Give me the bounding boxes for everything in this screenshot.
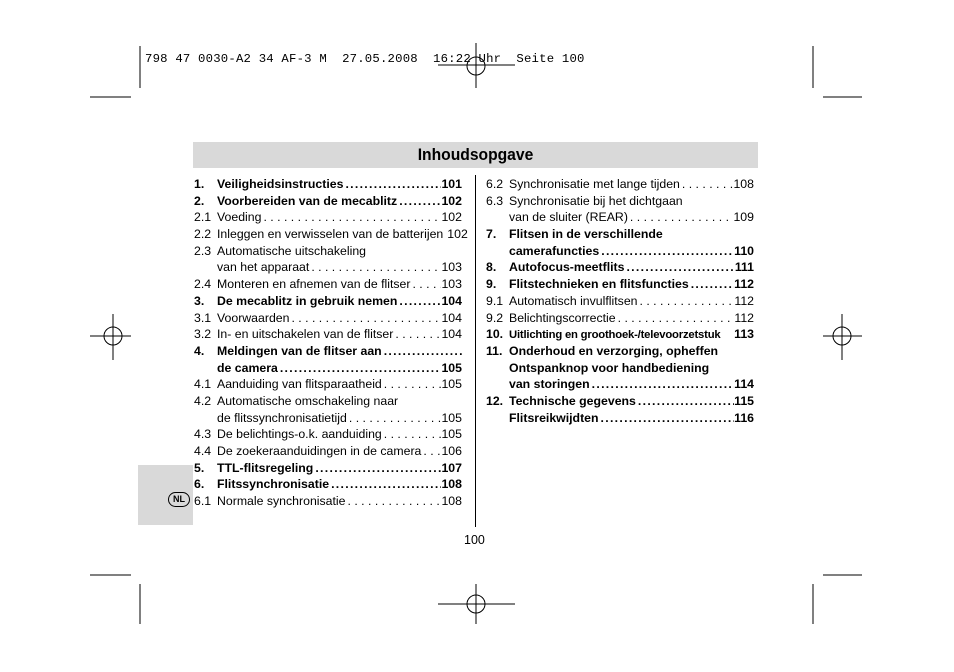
toc-entry-page: 104	[441, 310, 462, 325]
toc-entry-number: 2.3	[194, 243, 212, 258]
toc-leader-dots	[638, 293, 735, 310]
toc-entry-title: Uitlichting en groothoek-/televoorzetstuk	[509, 329, 721, 342]
toc-entry-title: Voorwaarden	[217, 310, 290, 325]
toc-entry-title: De zoekeraanduidingen in de camera	[217, 444, 422, 458]
toc-entry-number: 6.2	[486, 177, 504, 191]
toc-entry	[194, 310, 462, 327]
toc-column-left	[194, 176, 468, 510]
toc-entry	[486, 376, 754, 393]
toc-leader-dots	[347, 410, 442, 427]
toc-entry-number: 2.4	[194, 277, 212, 292]
toc-entry-title: Flitstechnieken en flitsfuncties	[509, 277, 689, 292]
toc-entry	[486, 209, 754, 226]
toc-entry	[194, 393, 462, 410]
toc-entry	[486, 293, 754, 310]
toc-entry-number: 2.	[194, 193, 205, 208]
toc-leader-dots	[382, 426, 442, 443]
toc-entry	[486, 343, 754, 360]
toc-entry-page: 106	[441, 444, 462, 458]
toc-entry-number: 4.3	[194, 427, 212, 442]
toc-entry	[486, 276, 754, 293]
toc-entry-number: 9.2	[486, 310, 504, 325]
toc-entry-number: 9.1	[486, 293, 504, 308]
toc-leader-dots	[636, 393, 734, 410]
toc-entry	[194, 226, 468, 243]
toc-entry-title: Normale synchronisatie	[217, 494, 346, 509]
toc-entry	[194, 259, 462, 276]
registration-mark-right	[823, 314, 862, 360]
toc-column-right	[486, 176, 754, 426]
toc-entry-page: 108	[733, 177, 754, 191]
toc-entry-title: camerafuncties	[509, 243, 600, 258]
toc-entry-title: Automatische uitschakeling	[217, 243, 367, 258]
toc-entry-page: 110	[734, 243, 754, 258]
toc-entry-number: 5.	[194, 460, 205, 475]
toc-entry-page: 103	[441, 277, 462, 292]
toc-entry	[194, 243, 462, 260]
toc-entry	[194, 326, 462, 343]
toc-entry-title: Voorbereiden van de mecablitz	[217, 193, 398, 208]
toc-entry-title: van het apparaat	[217, 260, 310, 275]
toc-leader-dots	[313, 460, 441, 477]
toc-entry	[194, 360, 462, 377]
toc-leader-dots	[689, 276, 734, 293]
toc-entry	[194, 410, 462, 427]
toc-leader-dots	[410, 276, 441, 293]
toc-entry-page: 107	[441, 460, 462, 475]
toc-entry	[486, 393, 754, 410]
toc-leader-dots	[309, 259, 441, 276]
toc-leader-dots	[599, 243, 734, 260]
toc-leader-dots	[397, 193, 441, 210]
toc-entry	[486, 360, 754, 377]
toc-entry-page: 102	[441, 210, 462, 225]
toc-entry-page: 113	[734, 327, 754, 342]
toc-entry	[194, 476, 462, 493]
toc-entry-number: 3.2	[194, 327, 212, 342]
toc-entry-number: 4.	[194, 343, 205, 358]
toc-entry-page: 102	[441, 193, 462, 208]
toc-leader-dots	[329, 476, 441, 493]
toc-entry-title: de camera	[217, 360, 278, 375]
toc-leader-dots	[289, 310, 441, 327]
toc-entry-number: 2.2	[194, 227, 212, 242]
toc-leader-dots	[616, 310, 735, 327]
toc-entry-title: Synchronisatie bij het dichtgaan	[509, 193, 683, 208]
toc-entry-title: Flitsen in de verschillende	[509, 227, 663, 242]
toc-leader-dots	[382, 343, 462, 360]
toc-entry-title: Flitssynchronisatie	[217, 477, 330, 492]
toc-entry	[194, 276, 462, 293]
toc-entry-page: 112	[734, 277, 754, 292]
toc-entry-page: 112	[734, 293, 754, 308]
toc-entry-title: Technische gegevens	[509, 393, 636, 408]
toc-entry-number: 3.	[194, 293, 205, 308]
toc-entry	[486, 176, 754, 193]
toc-leader-dots	[397, 293, 441, 310]
toc-entry-page: 101	[441, 177, 462, 191]
toc-leader-dots	[261, 209, 441, 226]
toc-leader-dots	[421, 443, 441, 460]
toc-entry-title: In- en uitschakelen van de flitser	[217, 327, 394, 342]
toc-entry-page: 105	[441, 410, 462, 425]
toc-entry	[194, 293, 462, 310]
toc-entry-number: 11.	[486, 343, 503, 358]
toc-entry	[486, 326, 754, 343]
toc-entry-title: Meldingen van de flitser aan	[217, 343, 382, 358]
toc-leader-dots	[278, 360, 442, 377]
toc-entry	[486, 226, 754, 243]
toc-entry-title: Inleggen en verwisselen van de batterijen	[217, 227, 444, 242]
toc-entry-title: De mecablitz in gebruik nemen	[217, 293, 398, 308]
toc-entry-page: 116	[734, 410, 754, 425]
language-badge: NL	[168, 492, 190, 507]
toc-entry	[486, 410, 754, 427]
toc-entry-title: Aanduiding van flitsparaatheid	[217, 377, 382, 392]
toc-entry	[194, 426, 462, 443]
toc-entry-number: 2.1	[194, 210, 212, 225]
toc-entry-page: 114	[734, 377, 754, 392]
toc-entry	[486, 243, 754, 260]
toc-entry-page: 105	[441, 360, 462, 375]
toc-leader-dots	[382, 376, 442, 393]
toc-entry	[194, 209, 462, 226]
toc-entry-number: 3.1	[194, 310, 212, 325]
toc-entry-title: Automatisch invulflitsen	[509, 293, 638, 308]
toc-leader-dots	[680, 176, 734, 193]
toc-entry-title: Autofocus-meetflits	[509, 260, 625, 275]
toc-entry-number: 4.4	[194, 444, 212, 458]
page-title: Inhoudsopgave	[417, 145, 534, 164]
toc-entry-title: Belichtingscorrectie	[509, 310, 616, 325]
toc-entry-number: 8.	[486, 260, 497, 275]
toc-entry-title: Flitsreikwijdten	[509, 410, 599, 425]
toc-entry-page: 112	[734, 310, 754, 325]
registration-mark-left	[90, 314, 131, 360]
registration-mark-bottom	[438, 584, 515, 624]
toc-entry-number: 6.3	[486, 193, 504, 208]
column-divider	[475, 175, 476, 527]
toc-leader-dots	[590, 376, 735, 393]
toc-entry-title: Voeding	[217, 210, 262, 225]
toc-entry-number: 9.	[486, 277, 497, 292]
toc-entry-number: 4.1	[194, 377, 212, 392]
toc-entry-number: 7.	[486, 227, 497, 242]
page-number: 100	[464, 533, 485, 547]
toc-entry-page: 105	[441, 427, 462, 442]
toc-entry-title: van storingen	[509, 377, 590, 392]
toc-entry	[194, 493, 462, 510]
toc-entry-number: 12.	[486, 393, 504, 408]
toc-entry	[486, 193, 754, 210]
toc-entry	[486, 259, 754, 276]
toc-entry	[194, 443, 462, 460]
toc-entry-number: 6.	[194, 477, 205, 492]
toc-entry-number: 10.	[486, 327, 504, 342]
toc-entry-page: 108	[441, 494, 462, 509]
toc-entry	[194, 176, 462, 193]
toc-entry-number: 4.2	[194, 393, 212, 408]
toc-entry-page: 115	[734, 393, 754, 408]
toc-entry-title: Veiligheidsinstructies	[217, 177, 344, 191]
toc-entry-title: Onderhoud en verzorging, opheffen	[509, 343, 719, 358]
toc-entry	[194, 376, 462, 393]
toc-entry-page: 111	[734, 260, 754, 275]
toc-entry	[194, 193, 462, 210]
toc-entry-title: de flitssynchronisatietijd	[217, 410, 347, 425]
toc-entry	[486, 310, 754, 327]
toc-entry	[194, 460, 462, 477]
toc-entry-page: 109	[733, 210, 754, 225]
toc-entry-page: 104	[441, 327, 462, 342]
toc-entry	[194, 343, 462, 360]
toc-entry-page: 108	[441, 477, 462, 492]
toc-leader-dots	[599, 410, 735, 427]
toc-entry-title: De belichtings-o.k. aanduiding	[217, 427, 382, 442]
toc-entry-title: van de sluiter (REAR)	[509, 210, 628, 225]
toc-entry-title: Ontspanknop voor handbediening	[509, 360, 710, 375]
toc-entry-page: 105	[441, 377, 462, 392]
title-bar	[193, 142, 758, 168]
toc-entry-number: 1.	[194, 177, 205, 191]
toc-entry-title: TTL-flitsregeling	[217, 460, 314, 475]
toc-leader-dots	[628, 209, 734, 226]
toc-entry-page: 104	[441, 293, 462, 308]
toc-entry-title: Monteren en afnemen van de flitser	[217, 277, 411, 292]
toc-entry-page: 103	[441, 260, 462, 275]
toc-leader-dots	[346, 493, 442, 510]
toc-leader-dots	[343, 176, 441, 193]
toc-entry-number: 6.1	[194, 494, 212, 509]
toc-leader-dots	[393, 326, 441, 343]
print-slug-header: 798 47 0030-A2 34 AF-3 M 27.05.2008 16:22 Uhr Seite 100	[145, 52, 585, 66]
toc-entry-page: 102	[447, 227, 468, 242]
toc-leader-dots	[624, 259, 734, 276]
toc-entry-title: Automatische omschakeling naar	[217, 393, 399, 408]
toc-entry-title: Synchronisatie met lange tijden	[509, 177, 680, 191]
